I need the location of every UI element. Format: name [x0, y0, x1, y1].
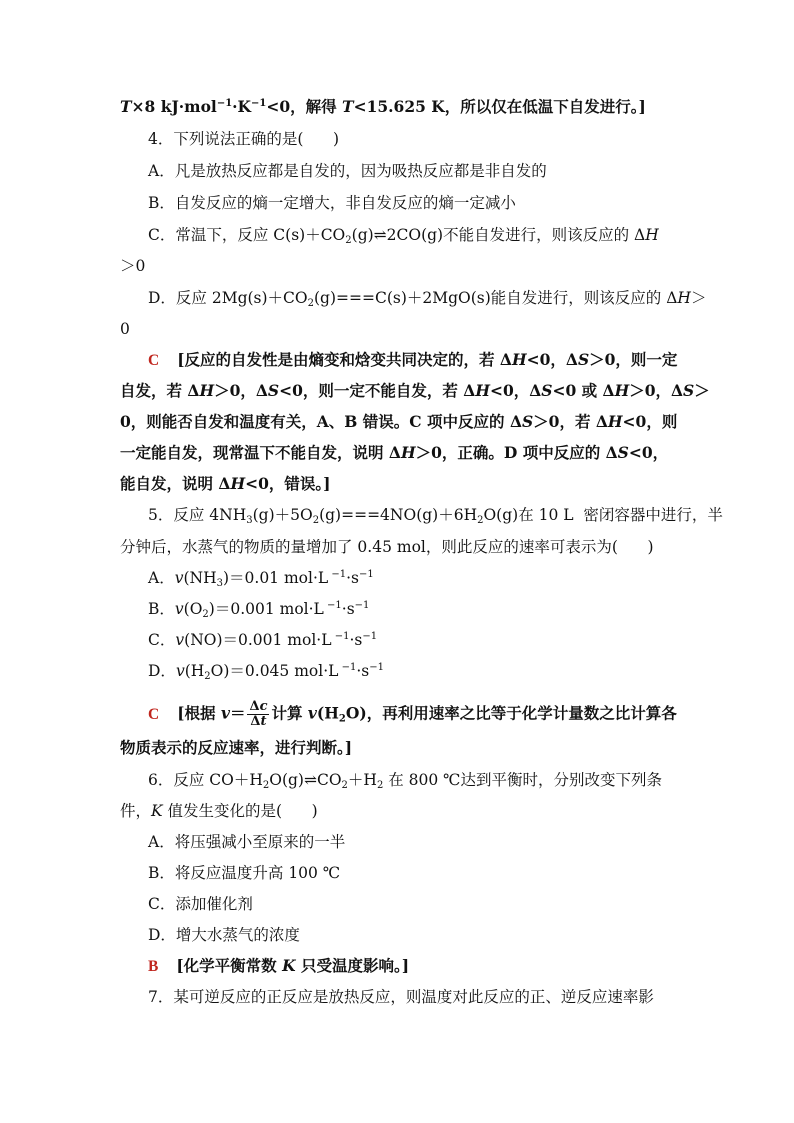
text-line-l23: 件，K 值发生变化的是( )	[120, 802, 318, 820]
text-line-l22: 6．反应 $CO+H_2O(g)\rightleftharpoons CO_2+H_2$ 在 800 ℃达到平衡时，分别改变下列条	[148, 771, 663, 791]
text-line-l28: B [化学平衡常数 K 只受温度影响。]	[148, 956, 410, 975]
text-line-l26: C．添加催化剂	[148, 895, 253, 913]
text-line-l09: C [反应的自发性是由熵变和焓变共同决定的，若 ΔH<0，ΔS＞0，则一定	[148, 350, 678, 369]
text-line-l14: 5．反应 $4NH_3(g)+5O_2(g)===4NO(g)+6H_2O(g)$在 10 L 密闭容器中进行，半	[148, 506, 723, 526]
text-line-l25: B．将反应温度升高 100 ℃	[148, 864, 341, 882]
text-line-l20: C [根据 v＝ $\frac{\Delta c}{\Delta t}$ 计算 $v(H_2O)$，再利用速率之比等于化学计量数之比计算各	[148, 699, 677, 729]
text-line-l29: 7．某可逆反应的正反应是放热反应，则温度对此反应的正、逆反应速率影	[148, 988, 654, 1006]
text-line-l08: 0	[120, 320, 130, 338]
text-line-l12: 一定能自发，现常温下不能自发，说明 ΔH＞0，正确。D 项中反应的 ΔS<0，	[120, 443, 669, 462]
text-line-l07: D．反应 $2Mg(s)+CO_2(g)===C(s)+2MgO(s)$能自发进行，则该反应的 ΔH＞	[148, 289, 707, 309]
text-line-l06: ＞0	[120, 257, 146, 275]
text-line-l18: C．v(NO)＝0.001 mol·L $^{-1}\cdot s^{-1}$	[148, 631, 378, 649]
text-line-l03: A．凡是放热反应都是自发的，因为吸热反应都是非自发的	[148, 162, 547, 180]
text-line-l02: 4．下列说法正确的是( )	[148, 130, 340, 148]
text-line-l13: 能自发，说明 ΔH<0，错误。]	[120, 474, 331, 493]
text-line-l17: B．$v(O_2)=0.001$ mol·L $^{-1}\cdot s^{-1}$	[148, 600, 370, 620]
text-line-l11: 0，则能否自发和温度有关，A、B 错误。C 项中反应的 ΔS＞0，若 ΔH<0，则	[120, 412, 678, 431]
text-line-l05: C．常温下，反应 $C(s)+CO_2(g)\rightleftharpoons 2CO(g)$不能自发进行，则该反应的 ΔH	[148, 226, 659, 246]
text-line-l01: T×8 $kJ\cdot mol^{-1}\cdot K^{-1}<0$，解得 T<15.625 K，所以仅在低温下自发进行。]	[120, 97, 646, 116]
text-line-l19: D．$v(H_2O)=0.045$ mol·L $^{-1}\cdot s^{-1}$	[148, 662, 384, 682]
text-line-l15: 分钟后，水蒸气的物质的量增加了 0.45 mol，则此反应的速率可表示为( )	[120, 538, 654, 556]
text-line-l24: A．将压强减小至原来的一半	[148, 833, 346, 851]
text-line-l21: 物质表示的反应速率，进行判断。]	[120, 738, 353, 757]
text-line-l27: D．增大水蒸气的浓度	[148, 926, 300, 944]
text-line-l10: 自发，若 ΔH＞0，ΔS<0，则一定不能自发，若 ΔH<0，ΔS<0 或 ΔH＞0，ΔS＞	[120, 381, 710, 400]
text-line-l16: A．$v(NH_3)=0.01$ mol·L $^{-1}\cdot s^{-1}$	[148, 569, 374, 589]
text-line-l04: B．自发反应的熵一定增大，非自发反应的熵一定减小	[148, 194, 516, 212]
